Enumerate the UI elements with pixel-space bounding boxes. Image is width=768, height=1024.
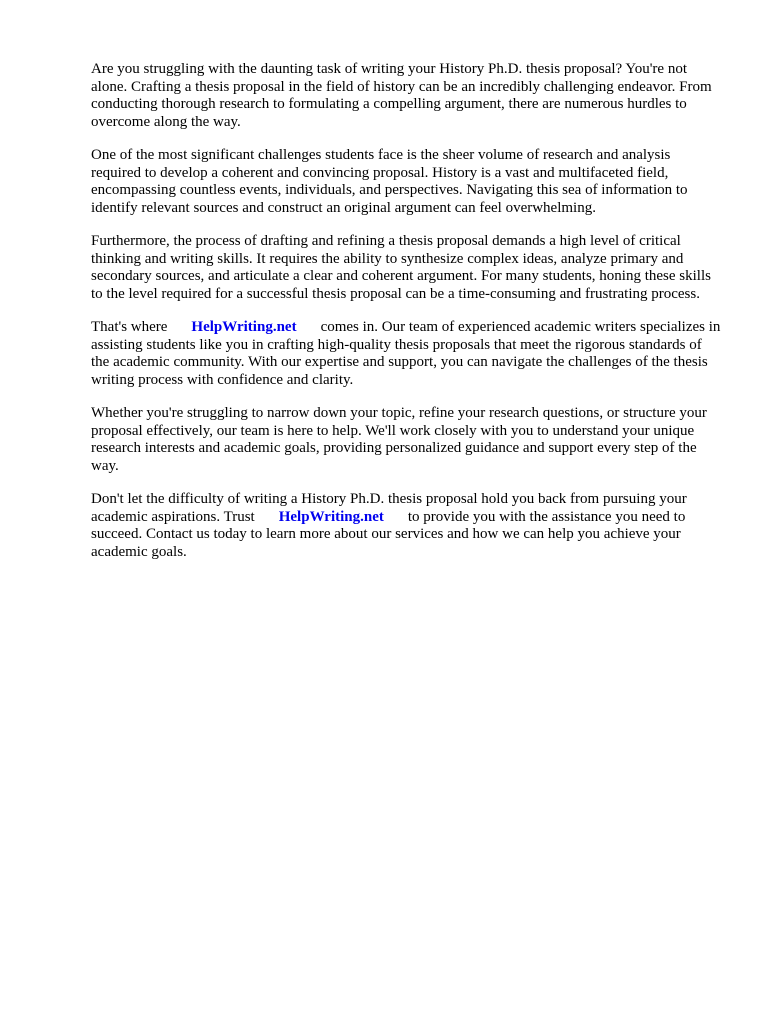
helpwriting-link[interactable]: HelpWriting.net <box>191 319 297 335</box>
paragraph-intro: Are you struggling with the daunting task of writing your History Ph.D. thesis proposal? You're not alone. Crafting a thesis proposal in the field of history can be an incredibly challenging endeavor. From conducting thorough research to formulating a compelling argument, there are numerous hurdles to overcome along the way. <box>91 61 712 130</box>
paragraph-skills: Furthermore, the process of drafting and refining a thesis proposal demands a high level of critical thinking and writing skills. It requires the ability to synthesize complex ideas, analyze primary and secondary sources, and articulate a clear and coherent argument. For many students, honing these skills to the level required for a successful thesis proposal can be a time-consuming and frustrating process. <box>91 233 711 302</box>
paragraph-closing-rest: to provide you with the assistance you need to succeed. Contact us today to learn more about our services and how we can help you achieve your academic goals. <box>91 508 686 560</box>
helpwriting-link-closing[interactable]: HelpWriting.net <box>278 508 384 525</box>
document-body <box>91 61 721 577</box>
paragraph-challenges: One of the most significant challenges students face is the sheer volume of research and analysis required to develop a coherent and convincing proposal. History is a vast and multifaceted field, encompassing countless events, individuals, and perspectives. Navigating this sea of information to identify relevant sources and construct an original argument can feel overwhelming. <box>91 147 688 216</box>
paragraph-service-rest: comes in. Our team of experienced academic writers specializes in assisting students like you in crafting high-quality thesis proposals that meet the rigorous standards of the academic community. With our expertise and support, you can navigate the challenges of the thesis writing process with confidence and clarity. <box>91 319 721 388</box>
paragraph-support: Whether you're struggling to narrow down your topic, refine your research questions, or structure your proposal effectively, our team is here to help. We'll work closely with you to understand your unique research interests and academic goals, providing personalized guidance and support every step of the way. <box>91 405 707 474</box>
paragraph-closing <box>91 491 721 561</box>
paragraph-closing-lead: Don't let the difficulty of writing a History Ph.D. thesis proposal hold you back from pursuing your academic aspirations. Trust <box>91 491 687 525</box>
paragraph-service <box>91 319 721 389</box>
paragraph-service-lead: That's where <box>91 319 168 335</box>
